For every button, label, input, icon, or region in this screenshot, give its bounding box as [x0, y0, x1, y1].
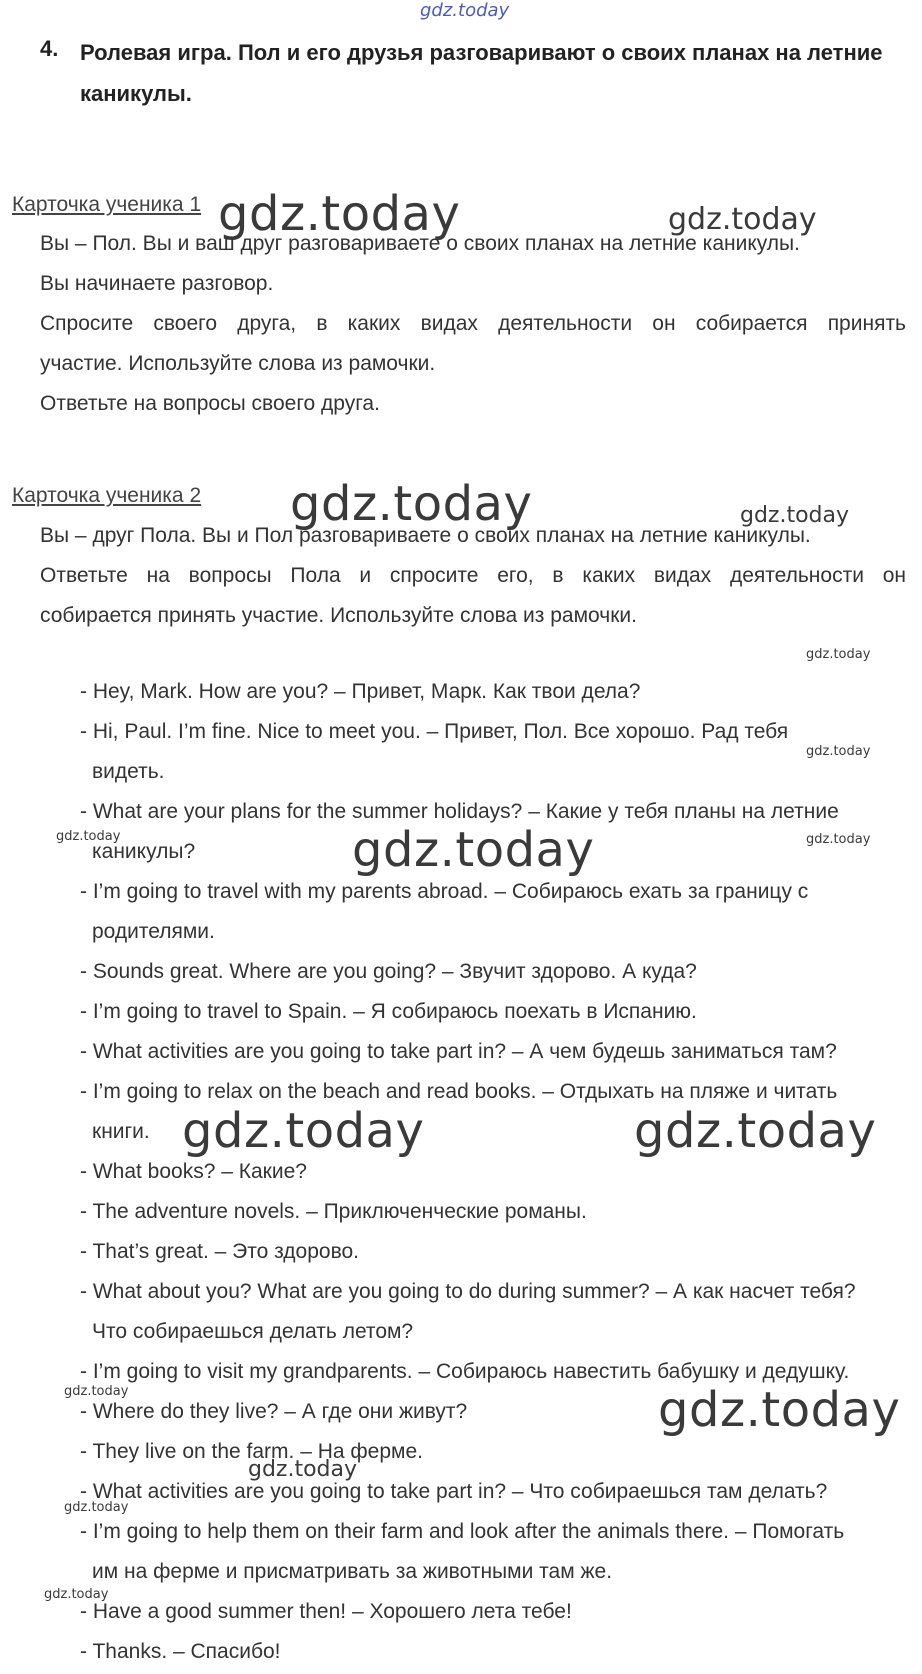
card-2-line: собирается принять участие. Используйте слова из рамочки. — [40, 604, 637, 627]
watermark: gdz.today — [182, 1103, 425, 1159]
watermark: gdz.today — [64, 1384, 129, 1399]
dialog-line: - The adventure novels. – Приключенческие романы. — [80, 1200, 587, 1223]
dialog-line-cont: каникулы? — [92, 840, 196, 863]
card-1-line: Вы – Пол. Вы и ваш друг разговариваете о своих планах на летние каникулы. — [40, 232, 800, 255]
card-1-line: участие. Используйте слова из рамочки. — [40, 352, 436, 375]
watermark: gdz.today — [218, 186, 461, 242]
dialog-line: - I’m going to travel with my parents abroad. – Собираюсь ехать за границу с — [80, 880, 809, 903]
dialog-line: - I’m going to help them on their farm and look after the animals there. – Помогать — [80, 1520, 845, 1543]
dialog-line-cont: Что собираешься делать летом? — [92, 1320, 414, 1343]
dialog-line: - That’s great. – Это здорово. — [80, 1240, 360, 1263]
watermark: gdz.today — [634, 1103, 877, 1159]
dialog-line: - Hi, Paul. I’m fine. Nice to meet you. – Привет, Пол. Все хорошо. Рад тебя — [80, 720, 789, 743]
card-2-title: Карточка ученика 2 — [12, 484, 202, 507]
watermark: gdz.today — [806, 832, 871, 847]
watermark: gdz.today — [56, 829, 121, 844]
watermark: gdz.today — [658, 1382, 901, 1438]
dialog-line-cont: родителями. — [92, 920, 215, 943]
card-1-line: Вы начинаете разговор. — [40, 272, 274, 295]
dialog — [80, 672, 906, 1672]
card-2-line: Вы – друг Пола. Вы и Пол разговариваете о своих планах на летние каникулы. — [40, 524, 811, 547]
watermark: gdz.today — [668, 202, 817, 237]
dialog-line: - Where do they live? – А где они живут? — [80, 1400, 468, 1423]
dialog-line-cont: книги. — [92, 1120, 150, 1143]
card-2-line: Ответьте на вопросы Пола и спросите его, в каких видах деятельности он — [40, 564, 906, 587]
dialog-line: - They live on the farm. – На ферме. — [80, 1440, 423, 1463]
dialog-line: - What activities are you going to take part in? – А чем будешь заниматься там? — [80, 1040, 837, 1063]
dialog-line-cont: видеть. — [92, 760, 165, 783]
watermark: gdz.today — [806, 647, 871, 662]
dialog-line: - What about you? What are you going to do during summer? – А как насчет тебя? — [80, 1280, 856, 1303]
dialog-line: - I’m going to visit my grandparents. – Собираюсь навестить бабушку и дедушку. — [80, 1360, 850, 1383]
watermark: gdz.today — [806, 744, 871, 759]
dialog-line: - What activities are you going to take part in? – Что собираешься там делать? — [80, 1480, 828, 1503]
task-title: Ролевая игра. Пол и его друзья разговаривают о своих планах на летние каникулы. — [80, 40, 883, 106]
watermark: gdz.today — [290, 476, 533, 532]
card-1-title: Карточка ученика 1 — [12, 193, 202, 216]
dialog-line: - Have a good summer then! – Хорошего лета тебе! — [80, 1600, 572, 1623]
dialog-line: - Thanks. – Спасибо! — [80, 1640, 281, 1663]
dialog-line: - I’m going to travel to Spain. – Я собираюсь поехать в Испанию. — [80, 1000, 697, 1023]
watermark: gdz.today — [44, 1587, 109, 1602]
dialog-line: - What are your plans for the summer holidays? – Какие у тебя планы на летние — [80, 800, 839, 823]
task-number: 4. — [40, 36, 59, 61]
dialog-line: - What books? – Какие? — [80, 1160, 307, 1183]
watermark: gdz.today — [248, 1457, 358, 1482]
watermark: gdz.today — [352, 822, 595, 878]
dialog-line-cont: им на ферме и присматривать за животными там же. — [92, 1560, 613, 1583]
dialog-line: - Sounds great. Where are you going? – Звучит здорово. А куда? — [80, 960, 697, 983]
watermark: gdz.today — [740, 503, 850, 528]
dialog-line: - I’m going to relax on the beach and read books. – Отдыхать на пляже и читать — [80, 1080, 838, 1103]
watermark-top: gdz.today — [420, 0, 510, 21]
watermark: gdz.today — [64, 1500, 129, 1515]
card-1-line: Спросите своего друга, в каких видах деятельности он собирается принять — [40, 312, 906, 335]
dialog-line: - Hey, Mark. How are you? – Привет, Марк. Как твои дела? — [80, 680, 641, 703]
card-1-line: Ответьте на вопросы своего друга. — [40, 392, 380, 415]
